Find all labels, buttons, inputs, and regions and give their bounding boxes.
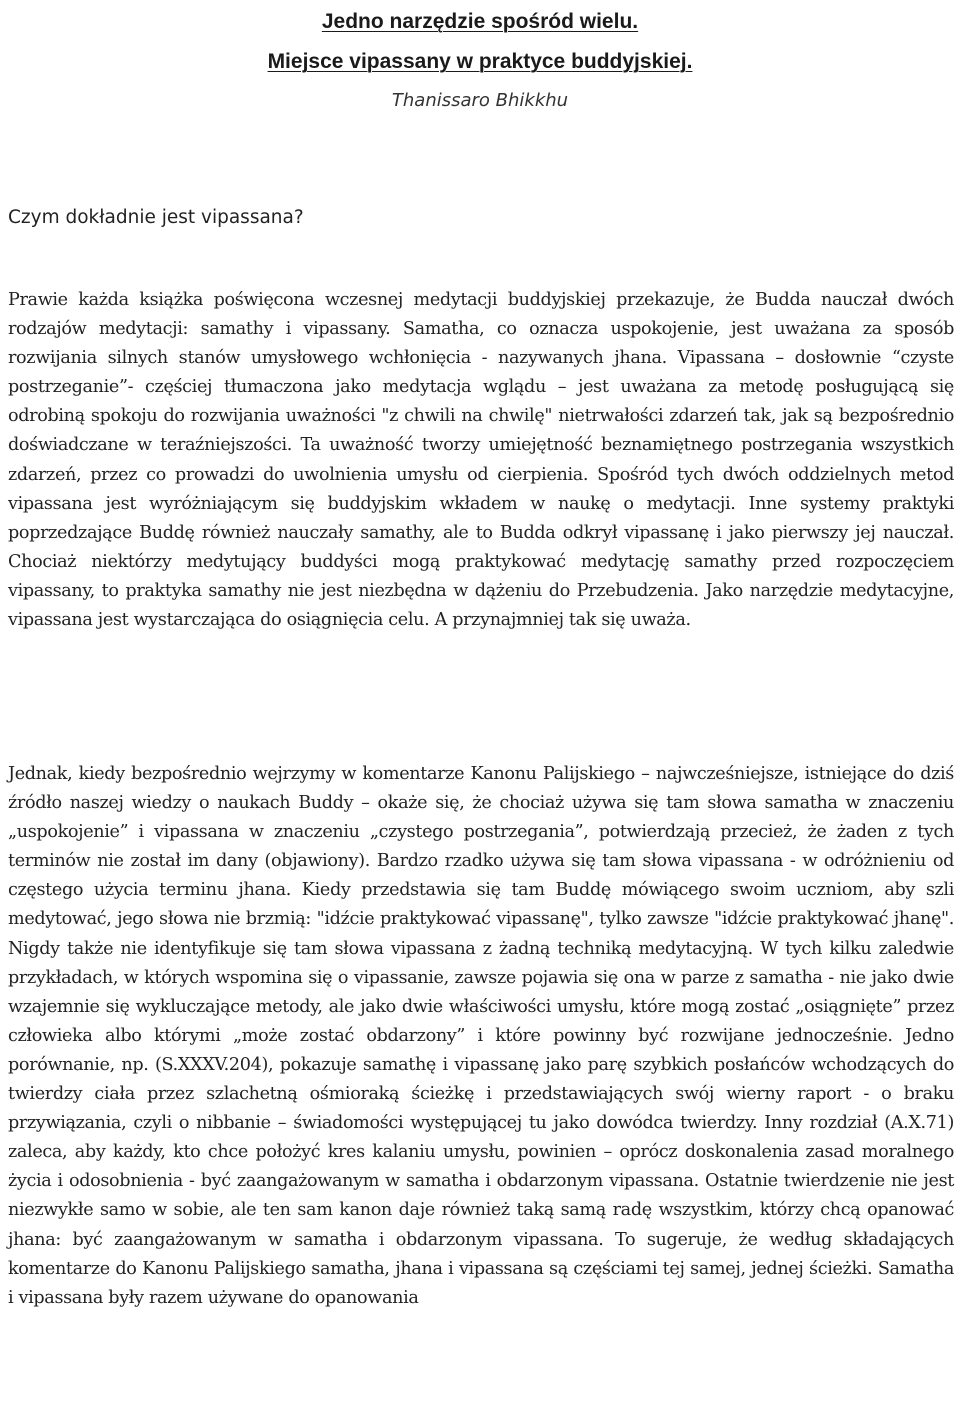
- body-paragraph-1: Prawie każda książka poświęcona wczesnej medytacji buddyjskiej przekazuje, że Budda nauczał dwóch rodzajów medytacji: samathy i vipassany. Samatha, co oznacza uspokojenie, jest uważana za sposób rozwijania silnych stanów umysłowego wchłonięcia - nazywanych jhana. Vipassana – dosłownie “czyste postrzeganie”- częściej tłumaczona jako medytacja wglądu – jest uważana za metodę posługującą się odrobiną spokoju do rozwijania uważności "z chwili na chwilę" nietrwałości zdarzeń tak, jak są bezpośrednio doświadczane w teraźniejszości. Ta uważność tworzy umiejętność beznamiętnego postrzegania wszystkich zdarzeń, przez co prowadzi do uwolnienia umysłu od cierpienia. Spośród tych dwóch oddzielnych metod vipassana jest wyróżniającym się buddyjskim wkładem w naukę o medytacji. Inne systemy praktyki poprzedzające Buddę również nauczały samathy, ale to Budda odkrył vipassanę i jako pierwszy jej nauczał. Chociaż niektórzy medytujący buddyści mogą praktykować medytację samathy przed rozpoczęciem vipassany, to praktyka samathy nie jest niezbędna w dążeniu do Przebudzenia. Jako narzędzie medytacyjne, vipassana jest wystarczająca do osiągnięcia celu. A przynajmniej tak się uważa.: [8, 290, 954, 631]
- document-title: Jedno narzędzie spośród wielu.: [321, 10, 639, 33]
- document-subtitle: Miejsce vipassany w praktyce buddyjskiej.: [267, 50, 693, 73]
- document-header: [0, 2, 960, 116]
- document-author: Thanissaro Bhikkhu: [391, 90, 569, 111]
- body-paragraph-2: Jednak, kiedy bezpośrednio wejrzymy w komentarze Kanonu Palijskiego – najwcześniejsze, istniejące do dziś źródło naszej wiedzy o naukach Buddy – okaże się, że chociaż używa się tam słowa samatha w znaczeniu „uspokojenie” i vipassana w znaczeniu „czystego postrzegania”, potwierdzają przecież, że żaden z tych terminów nie został im dany (objawiony). Bardzo rzadko używa się tam słowa vipassana - w odróżnieniu od częstego użycia terminu jhana. Kiedy przedstawia się tam Buddę mówiącego swoim uczniom, aby szli medytować, jego słowa nie brzmią: "idźcie praktykować vipassanę", tylko zawsze "idźcie praktykować jhanę". Nigdy także nie identyfikuje się tam słowa vipassana z żadną techniką medytacyjną. W tych kilku zaledwie przykładach, w których wspomina się o vipassanie, zawsze pojawia się ona w parze z samatha - nie jako dwie wzajemnie się wykluczające metody, ale jako dwie właściwości umysłu, które mogą zostać „osiągnięte” przez człowieka albo którymi „może zostać obdarzony” i które powinny być rozwijane jednocześnie. Jedno porównanie, np. (S.XXXV.204), pokazuje samathę i vipassanę jako parę szybkich posłańców wchodzących do twierdzy ciała przez szlachetną ośmioraką ścieżkę i przedstawiających swój wierny raport - o braku przywiązania, czyli o nibbanie – świadomości występującej tu jako dowódca twierdzy. Inny rozdział (A.X.71) zaleca, aby każdy, kto chce położyć kres kalaniu umysłu, powinien – oprócz doskonalenia zasad moralnego życia i odosobnienia - być zaangażowanym w samatha i obdarzonym vipassana. Ostatnie twierdzenie nie jest niezwykłe samo w sobie, ale ten sam kanon daje również taką samą radę wszystkim, którzy chcą opanować jhana: być zaangażowanym w samatha i obdarzonym vipassana. To sugeruje, że według składających komentarze do Kanonu Palijskiego samatha, jhana i vipassana są częściami tej samej, jednej ścieżki. Samatha i vipassana były razem używane do opanowania: [8, 764, 954, 1308]
- section-heading: Czym dokładnie jest vipassana?: [8, 207, 304, 228]
